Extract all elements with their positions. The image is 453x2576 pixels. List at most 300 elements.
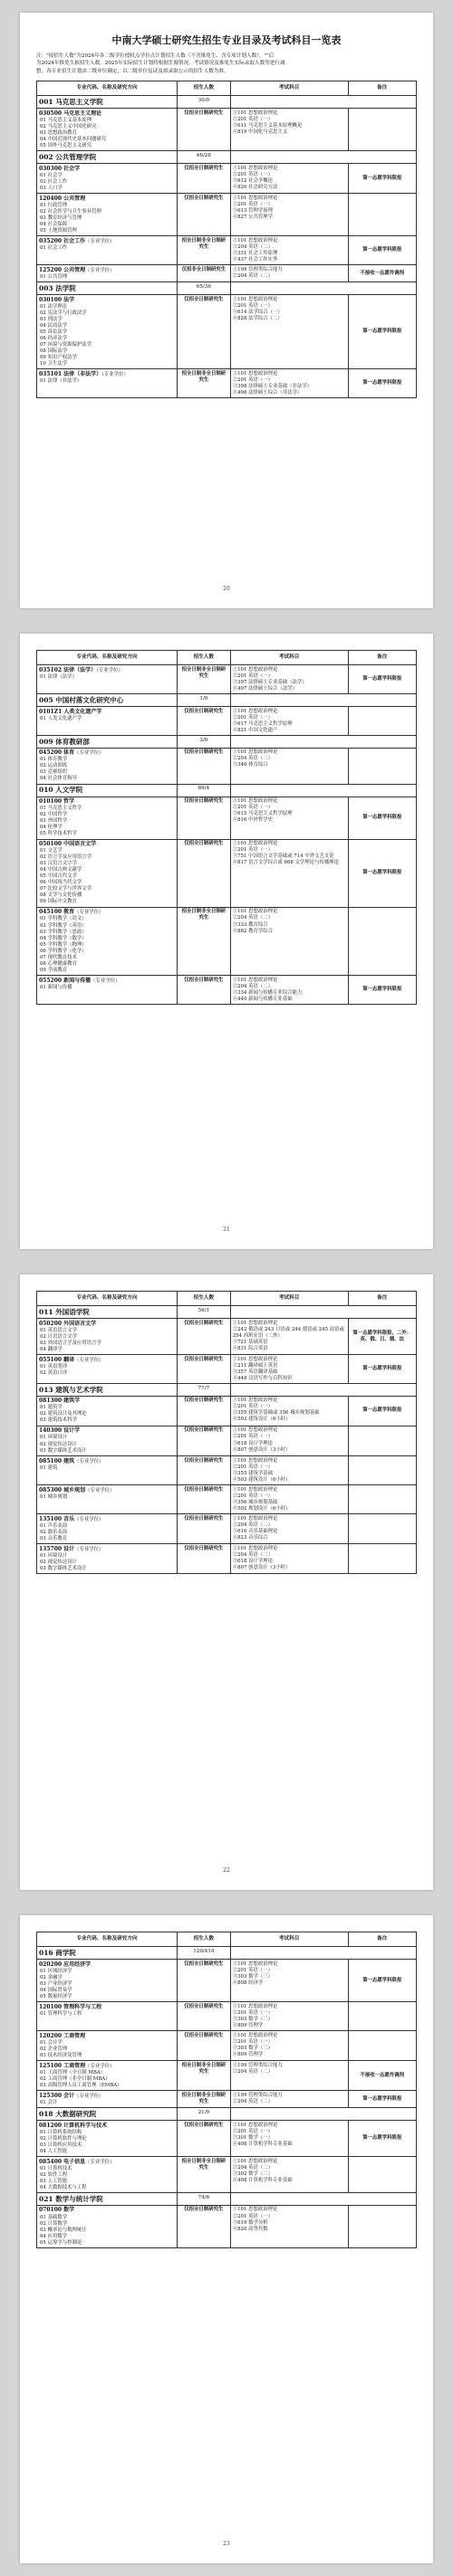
exam-subject: ②204 英语（二） [232,1522,274,1528]
research-direction: 01 计算机系统结构 [40,2129,82,2135]
college-cell-empty [230,1384,416,1397]
exam-subject: ④809 管理学 [232,2051,264,2057]
major-cell [37,369,178,398]
exam-subject: ①101 思想政治理论 [232,977,278,983]
research-direction: 02 计算数学 [40,2220,68,2227]
major-type: （专业学位） [85,2159,115,2165]
research-direction: 01 公共管理 [40,273,68,280]
college-row [37,1947,417,1960]
admission-type: 仅招全日制研究生 [178,1960,231,2002]
research-direction: 02 计算机软件与理论 [40,2135,87,2142]
major-cell [37,2031,178,2061]
exam-subjects [230,1544,348,1574]
major-name: 135100 音乐 [39,1515,75,1522]
remark [348,1456,416,1485]
exam-subject: ④819 中国化马克思主义 [232,129,288,135]
major-name: 035102 法律（法学） [39,666,97,673]
exam-subject: ③334 新闻与传播专业综合能力 [232,989,303,996]
exam-subject: ④828 法学综合（二） [232,315,283,321]
admission-type: 仅招全日制研究生 [178,2002,231,2031]
college-quota: 3/0 [178,736,231,749]
major-type: （专业学位） [74,1516,104,1522]
exam-subject: ④816 中外哲学史 [232,817,274,824]
exam-subject: ③303 数学（三） [232,2016,274,2022]
exam-subject: ④817 语言文学综合或 668 文学理论与传播理论 [232,860,340,866]
remark [348,1514,416,1544]
remark [348,1485,416,1514]
exam-subject: ②201 英语（一） [232,1404,274,1410]
major-type: （专业学位） [85,2063,115,2069]
major-cell [37,2061,178,2091]
research-direction: 01 马克思主义哲学 [40,806,82,812]
exam-subject: ②201 英语（一） [232,805,274,811]
exam-subjects [230,109,348,151]
exam-subject: ③331 社会工作原理 [232,250,278,256]
remark: 第一志愿学科限报 [348,369,416,398]
major-row [37,295,417,369]
research-direction: 02 软件工程 [40,2171,68,2178]
major-name: 120400 公共管理 [39,195,86,202]
exam-subject: ④437 社会工作实务 [232,256,278,262]
exam-subject: ③751 中国语言文学基础或 714 中外文艺文论 [232,854,334,860]
admission-type: 仅招全日制研究生 [178,1456,231,1485]
college-cell-empty [230,1306,416,1319]
college-quota: 21/0 [178,2108,231,2121]
college-quota: 30/0 [178,96,231,109]
research-direction: 04 翻译学 [40,1346,63,1352]
catalog-table [36,81,417,398]
exam-subject: ④827 公共管理学 [232,214,274,220]
college-quota: 65/36 [178,282,231,295]
remark [348,1544,416,1574]
major-cell [37,164,178,194]
research-direction: 02 宪法学与行政法学 [40,310,87,316]
exam-subjects [230,976,348,1005]
exam-subject: ②201 英语（一） [232,201,274,207]
exam-subject: ①101 思想政治理论 [232,237,278,243]
admission-type: 仅招全日制研究生 [178,194,231,236]
major-name: 085100 建筑 [39,1457,75,1465]
research-direction: 03 思想政治教育 [40,129,77,136]
college-quota: 74/6 [178,2193,231,2206]
major-name: 120100 管理科学与工程 [39,2003,102,2010]
college-cell-empty [230,784,416,797]
exam-subject: ②211 翻译硕士英语 [232,1362,278,1369]
research-direction: 03 外国哲学 [40,818,68,825]
major-row [37,976,417,1005]
exam-subject: ②201 英语（一） [232,673,274,679]
exam-subjects [230,707,348,736]
admission-type: 仅招全日制研究生 [178,109,231,151]
exam-subject: ①101 思想政治理论 [232,1961,278,1967]
research-direction: 01 环境设计 [40,1552,68,1559]
column-header: 招生人数 [178,81,231,96]
major-name: 081300 建筑学 [39,1398,81,1405]
remark [348,109,416,151]
admission-type: 仅招非全日制研究生 [178,265,231,282]
admission-type: 仅招全日制研究生 [178,707,231,736]
exam-subjects [230,1355,348,1384]
exam-subjects [230,1456,348,1485]
research-direction: 01 英语语言文学 [40,1327,77,1333]
catalog-table [36,650,417,1005]
exam-subject: ①199 管理类综合能力 [232,2062,283,2068]
major-cell [37,1355,178,1384]
exam-subjects [230,2061,348,2091]
college-row [37,2108,417,2121]
research-direction: 04 国际贸易学 [40,1987,72,1993]
major-type: （专业学位） [74,2093,104,2099]
admission-type: 招全日制非全日制研究生 [178,2157,231,2193]
column-header: 考试科目 [230,1932,348,1947]
exam-subject: ①199 管理类综合能力 [232,2092,283,2098]
exam-subject: ③355 建筑学基础 [232,1470,274,1476]
research-direction: 01 工商管理（全日制 MBA） [40,2069,106,2075]
remark [348,1426,416,1455]
research-direction: 01 英语笔译 [40,1363,68,1369]
column-header: 考试科目 [230,651,348,665]
page-number: 23 [223,2541,230,2547]
college-cell-empty [230,282,416,295]
exam-subjects [230,2002,348,2031]
admission-type: 仅招全日制研究生 [178,748,231,784]
major-type: （专业学位） [85,1487,115,1493]
research-direction: 06 中国现当代文学 [40,880,82,886]
major-cell [37,265,178,282]
exam-subject: ②201 英语（一） [232,2038,274,2045]
research-direction: 02 企业管理 [40,2046,68,2052]
college-cell-empty [230,736,416,749]
admission-type: 仅招全日制研究生 [178,976,231,1005]
college-row [37,282,417,295]
research-direction: 01 建筑学 [40,1405,63,1411]
research-direction: 02 器乐表演 [40,1529,68,1535]
column-header: 考试科目 [230,81,348,96]
exam-subject: ①101 思想政治理论 [232,2003,278,2009]
major-cell [37,1426,178,1455]
notice-line: 整。各专业招生计划由二级单位确定，以二级单位复试及拟录取公示的招生人数为准。 [36,68,229,74]
college-row [37,1384,417,1397]
exam-subject: ②201 英语（一） [232,302,274,309]
admission-type: 仅招全日制研究生 [178,1544,231,1574]
research-direction: 03 教育经济与管理 [40,215,82,221]
major-name: 020200 应用经济学 [39,1961,92,1968]
major-cell [37,976,178,1005]
exam-subject: ②204 英语（二） [232,756,274,762]
exam-subjects [230,2091,348,2108]
major-type: （专业学位） [74,750,104,757]
major-name: 045200 体育 [39,749,75,757]
exam-subject: ④807 创意设计（3小时） [232,1564,291,1570]
major-cell [37,194,178,236]
research-direction: 01 建筑 [40,1465,58,1471]
exam-subject: ①101 思想政治理论 [232,2158,278,2164]
exam-subject: ③303 数学（三） [232,1973,274,1980]
remark: 不接收一志愿外调剂 [348,265,416,282]
research-direction: 01 人类文化遗产学 [40,715,82,721]
major-row [37,265,417,282]
major-name: 030500 马克思主义理论 [39,110,102,117]
research-direction: 01 区域经济学 [40,1968,72,1974]
exam-subject: ④448 汉语写作与百科知识 [232,1375,293,1381]
major-cell [37,295,178,369]
research-direction: 01 管理科学与工程 [40,2010,82,2017]
major-row [37,2205,417,2247]
remark: 第一志愿学科限报 [348,295,416,369]
college-cell-empty [230,694,416,707]
exam-subject: ③617 马克思主义哲学原理 [232,720,293,727]
college-name: 021 数学与统计学院 [37,2193,178,2206]
admission-type: 仅招全日制研究生 [178,2205,231,2247]
college-row [37,96,417,109]
major-row [37,665,417,694]
exam-subject: ②201 英语（一） [232,847,274,854]
notice [36,52,417,75]
major-row [37,1514,417,1544]
admission-type: 招全日制非全日制研究生 [178,665,231,694]
table-header-row [37,81,417,96]
major-cell [37,839,178,907]
major-row [37,839,417,907]
college-quota: 89/4 [178,784,231,797]
major-row [37,907,417,975]
remark [348,194,416,236]
major-name: 085400 电子信息 [39,2158,86,2165]
research-direction: 01 计算机技术 [40,2165,72,2171]
major-name: 045100 教育 [39,909,75,916]
research-direction: 02 建筑设计及其理论 [40,1411,87,1417]
exam-subject: ④826 社会研究方法 [232,184,278,190]
exam-subjects [230,2157,348,2193]
remark: 不接收一志愿外调剂 [348,2061,416,2091]
exam-subject: ②201 英语（一） [232,2128,274,2134]
exam-subjects [230,839,348,907]
exam-subject: ③611 马克思主义基本原理概论 [232,122,303,129]
major-row [37,1960,417,2002]
exam-subject: ①101 思想政治理论 [232,1398,278,1404]
research-direction: 01 行政管理 [40,202,68,208]
admission-type: 仅招全日制研究生 [178,1396,231,1426]
exam-subject: ②201 英语（一） [232,1434,274,1440]
exam-subject: ②204 英语（二） [232,1551,274,1558]
remark: 第一志愿学科限报 [348,164,416,194]
research-direction: 05 土地资源管理 [40,227,77,234]
exam-subject: ①101 思想政治理论 [232,1356,278,1362]
major-row [37,707,417,736]
exam-subject: ③397 法律硕士专业基础（法学） [232,679,307,685]
major-row [37,2002,417,2031]
college-name: 013 建筑与艺术学院 [37,1384,178,1397]
exam-subject: ③614 法学综合（一） [232,309,283,315]
exam-subjects [230,194,348,236]
college-row [37,784,417,797]
research-direction: 03 概率论与数理统计 [40,2227,87,2233]
research-direction: 10 卫生法学 [40,360,68,367]
column-header: 备注 [348,1932,416,1947]
exam-subject: ①101 思想政治理论 [232,2207,278,2213]
exam-subject: ②201 英语（一） [232,116,274,122]
exam-subject: ④497 法律硕士综合（法学） [232,685,297,692]
major-cell [37,748,178,784]
research-direction: 06 经济法学 [40,335,68,341]
exam-subject: ③357 英语翻译基础 [232,1369,278,1375]
major-cell [37,707,178,736]
major-row [37,236,417,265]
exam-subject: ③619 数学分析 [232,2219,268,2226]
remark: 第一志愿学科限报 [348,1960,416,2002]
remark: 第一志愿学科限报 [348,839,416,907]
document-page-2 [20,634,433,1249]
research-direction: 01 环境设计 [40,1435,68,1441]
exam-subject: ②242 俄语或 243 日语或 244 德语或 245 法语或 254 西班牙语（二外） [232,1326,344,1339]
major-type: （专业学位） [91,978,120,984]
major-cell [37,1960,178,2002]
table-header-row [37,1932,417,1947]
remark [348,2205,416,2247]
college-quota: 1/0 [178,694,231,707]
research-direction: 03 技术经济及管理 [40,2052,82,2058]
remark: 第一志愿学科限报 [348,2121,416,2157]
major-type: （专业学位） [74,1546,104,1552]
column-header: 招生人数 [178,1292,231,1306]
exam-subject: ①199 管理类综合能力 [232,266,283,272]
research-direction: 01 文艺学 [40,848,63,854]
exam-subject: ①101 思想政治理论 [232,296,278,302]
exam-subject: ④821 中国文化遗产 [232,727,278,733]
exam-subject: ③615 马克思主义哲学原理 [232,811,293,817]
major-cell [37,1319,178,1355]
major-name: 0101Z1 人类文化遗产学 [39,708,102,715]
exam-subject: ①101 思想政治理论 [232,1427,278,1434]
document-page-3 [20,1274,433,1890]
exam-subject: ④820 高等代数 [232,2226,268,2232]
major-row [37,748,417,784]
research-direction: 01 基础数学 [40,2214,68,2220]
admission-type: 仅招全日制研究生 [178,295,231,369]
column-header: 招生人数 [178,1932,231,1947]
research-direction: 07 现代教育技术 [40,954,77,960]
major-row [37,2091,417,2108]
remark [348,2031,416,2061]
exam-subjects [230,1514,348,1544]
admission-type: 仅招全日制研究生 [178,1426,231,1455]
research-direction: 04 人工智能 [40,2148,68,2154]
major-cell [37,2002,178,2031]
exam-subject: ④809 管理学 [232,2022,264,2028]
exam-subject: ③346 体育综合 [232,762,268,768]
research-direction: 07 环境与资源保护法学 [40,341,92,348]
exam-subject: ④408 计算机学科专业基础 [232,2141,293,2147]
research-direction: 01 社会学 [40,172,63,178]
exam-subjects [230,2205,348,2247]
admission-type: 招全日制非全日制研究生 [178,2091,231,2108]
exam-subject: ②204 英语（二） [232,272,274,279]
college-row [37,2193,417,2206]
college-quota: 56/1 [178,1306,231,1319]
major-row [37,194,417,236]
admission-type: 仅招全日制研究生 [178,1514,231,1544]
exam-subjects [230,1319,348,1355]
exam-subject: ④498 法律硕士综合（非法学） [232,389,303,396]
exam-subject: ①101 思想政治理论 [232,708,278,714]
document-page-4 [20,1915,433,2563]
major-name: 035101 法律（非法学） [39,370,102,377]
research-direction: 03 人口学 [40,185,63,191]
research-direction: 02 日语语言文学 [40,1333,77,1340]
major-row [37,1456,417,1485]
remark [348,748,416,784]
exam-subject: ②204 英语（二） [232,243,274,250]
exam-subject: ②201 英语（一） [232,171,274,177]
research-direction: 04 社会体育指导 [40,776,77,782]
major-row [37,1485,417,1514]
research-direction: 06 学科教学（化学） [40,948,87,954]
exam-subject: ④882 教育学综合 [232,928,274,934]
research-direction: 01 城乡规划 [40,1493,68,1500]
major-cell [37,236,178,265]
research-direction: 01 体育教学 [40,757,68,763]
admission-type: 招全日制非全日制研究生 [178,2061,231,2091]
college-name: 002 公共管理学院 [37,151,178,164]
college-row [37,694,417,707]
table-header-row [37,651,417,665]
exam-subjects [230,164,348,194]
admission-type: 仅招全日制研究生 [178,164,231,194]
exam-subject: ③616 音乐基础理论 [232,1528,278,1534]
catalog-table [36,1932,417,2248]
major-name: 055100 翻译 [39,1356,75,1363]
column-header: 专业代码、名称及研究方向 [37,81,178,96]
college-cell-empty [230,96,416,109]
college-quota: 77/7 [178,1384,231,1397]
research-direction: 05 数量经济学 [40,1993,72,1999]
admission-type: 仅招全日制研究生 [178,1485,231,1514]
remark: 第一志愿学科限报 [348,236,416,265]
research-direction: 02 视觉传达设计 [40,1559,77,1565]
major-type: （专业学位） [85,238,115,244]
research-direction: 03 汉语言文字学 [40,861,77,867]
exam-subject: ④503 建筑设计（6小时） [232,1476,291,1483]
admission-type: 仅招全日制研究生 [178,1355,231,1384]
college-name: 011 外国语学院 [37,1306,178,1319]
exam-subjects [230,369,348,398]
college-cell-empty [230,2193,416,2206]
column-header: 专业代码、名称及研究方向 [37,1292,178,1306]
admission-type: 仅招全日制研究生 [178,2031,231,2061]
major-cell [37,2205,178,2247]
major-cell [37,665,178,694]
major-cell [37,109,178,151]
research-direction: 03 数字媒体艺术设计 [40,1565,87,1571]
exam-subject: ②201 英语（一） [232,2213,274,2219]
remark: 第一志愿学科限报 [348,665,416,694]
research-direction: 02 社会医学与卫生事业管理 [40,208,101,215]
exam-subject: ①101 思想政治理论 [232,798,278,805]
notice-line: 注："拟招生人数"为2024年各二级学位授权点学位点计划招生人数（不含推免生、含专项计划人数）。""后 [36,53,275,59]
major-name: 135700 设计 [39,1545,75,1552]
major-name: 125200 公共管理 [39,266,86,273]
major-row [37,369,417,398]
exam-subject: ④823 音乐综合 [232,1534,268,1541]
research-direction: 05 国外马克思主义研究 [40,142,92,148]
research-direction: 03 外国语言学及应用语言学 [40,1340,101,1346]
exam-subjects [230,236,348,265]
page-number: 21 [223,1226,230,1233]
exam-subject: ③355 建筑学基础或 356 城乡规划基础 [232,1410,320,1417]
exam-subject: ④808 经济学 [232,1980,264,1986]
college-quota: 120/414 [178,1947,231,1960]
major-cell [37,1456,178,1485]
